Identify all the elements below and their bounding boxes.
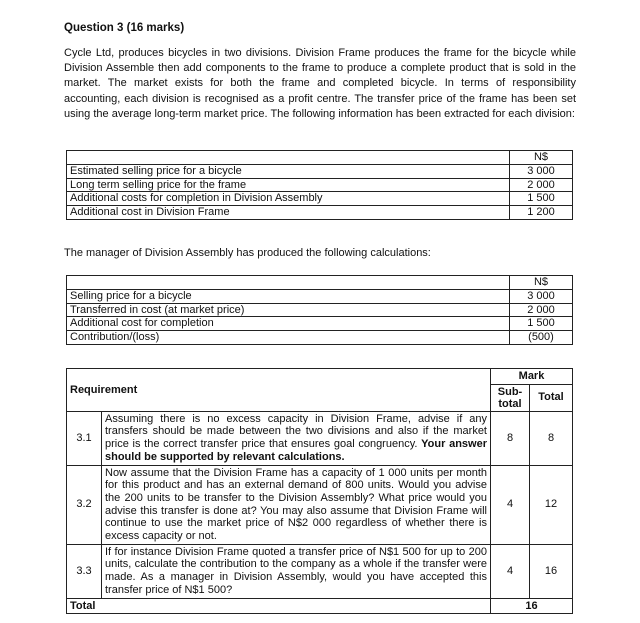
row-value: 2 000 (510, 178, 573, 192)
table-row (67, 276, 573, 290)
requirement-subtotal: 4 (491, 544, 530, 598)
subtotal-header: Sub-total (491, 384, 530, 411)
row-value: 1 500 (510, 317, 573, 331)
header-empty-cell (67, 276, 510, 290)
requirement-number: 3.3 (67, 544, 102, 598)
requirement-text: Assuming there is no excess capacity in Division Frame, advise if any transfers should be made between the two divisions and also if the market price is the correct transfer price that ensures goal congruency. (105, 412, 487, 451)
table-row (67, 331, 573, 345)
footer-total-label: Total (67, 598, 491, 614)
requirements-table (66, 368, 573, 614)
requirement-row (67, 465, 573, 544)
table-row (67, 289, 573, 303)
row-value: 2 000 (510, 303, 573, 317)
row-label: Estimated selling price for a bicycle (67, 164, 510, 178)
footer-total-value: 16 (491, 598, 573, 614)
row-label: Additional cost for completion (67, 317, 510, 331)
table-row (67, 164, 573, 178)
requirement-total: 8 (530, 411, 573, 465)
row-value: (500) (510, 331, 573, 345)
requirement-number: 3.2 (67, 465, 102, 544)
requirement-header: Requirement (67, 369, 491, 412)
row-label: Additional costs for completion in Division Assembly (67, 192, 510, 206)
division-info-table (66, 150, 573, 220)
row-label: Long term selling price for the frame (67, 178, 510, 192)
requirement-text: If for instance Division Frame quoted a transfer price of N$1 500 for up to 200 units, calculate the contribution to the company as a whole if the transfer were made. As a manager in Division Assembly, would you have accepted this transfer price of N$1 500? (102, 544, 491, 598)
row-value: 3 000 (510, 164, 573, 178)
requirement-total: 16 (530, 544, 573, 598)
requirement-emphasis: Your answer should be supported by relevant calculations. (105, 438, 487, 463)
row-value: 1 200 (510, 206, 573, 220)
intro-paragraph: Cycle Ltd, produces bicycles in two divisions. Division Frame produces the frame for the bicycle while Division Assemble then add components to the frame to produce a complete product that is sold in the market. The market exists for both the frame and completed bicycle. In terms of responsibility accounting, each division is recognised as a profit centre. The transfer price of the frame has been set using the average long-term market price. The following information has been extracted for each division: (64, 47, 576, 120)
question-title: Question 3 (16 marks) (64, 22, 185, 34)
requirement-row (67, 411, 573, 465)
requirement-text: Now assume that the Division Frame has a capacity of 1 000 units per month for this product and has an external demand of 800 units. Would you advise the 200 units to be transfer to the Division Assembly? What price would you advise this transfer is done at? You may also assume that Division Frame will continue to use the market price of N$2 000 regardless of whether there is excess capacity or not. (102, 465, 491, 544)
table-row (67, 192, 573, 206)
requirement-total: 12 (530, 465, 573, 544)
row-label: Additional cost in Division Frame (67, 206, 510, 220)
table-row (67, 369, 573, 385)
requirement-row (67, 544, 573, 598)
currency-header: N$ (510, 276, 573, 290)
row-label: Contribution/(loss) (67, 331, 510, 345)
requirement-text-cell (102, 411, 491, 465)
requirement-number: 3.1 (67, 411, 102, 465)
table-row (67, 598, 573, 614)
row-value: 3 000 (510, 289, 573, 303)
manager-calculation-table (66, 275, 573, 345)
header-empty-cell (67, 151, 510, 165)
mark-header: Mark (491, 369, 573, 385)
table-row (67, 178, 573, 192)
table-row (67, 151, 573, 165)
table-row (67, 206, 573, 220)
table-row (67, 317, 573, 331)
manager-text: The manager of Division Assembly has produced the following calculations: (64, 247, 431, 259)
requirement-subtotal: 4 (491, 465, 530, 544)
total-header: Total (530, 384, 573, 411)
row-label: Transferred in cost (at market price) (67, 303, 510, 317)
currency-header: N$ (510, 151, 573, 165)
row-label: Selling price for a bicycle (67, 289, 510, 303)
table-row (67, 303, 573, 317)
requirement-subtotal: 8 (491, 411, 530, 465)
row-value: 1 500 (510, 192, 573, 206)
